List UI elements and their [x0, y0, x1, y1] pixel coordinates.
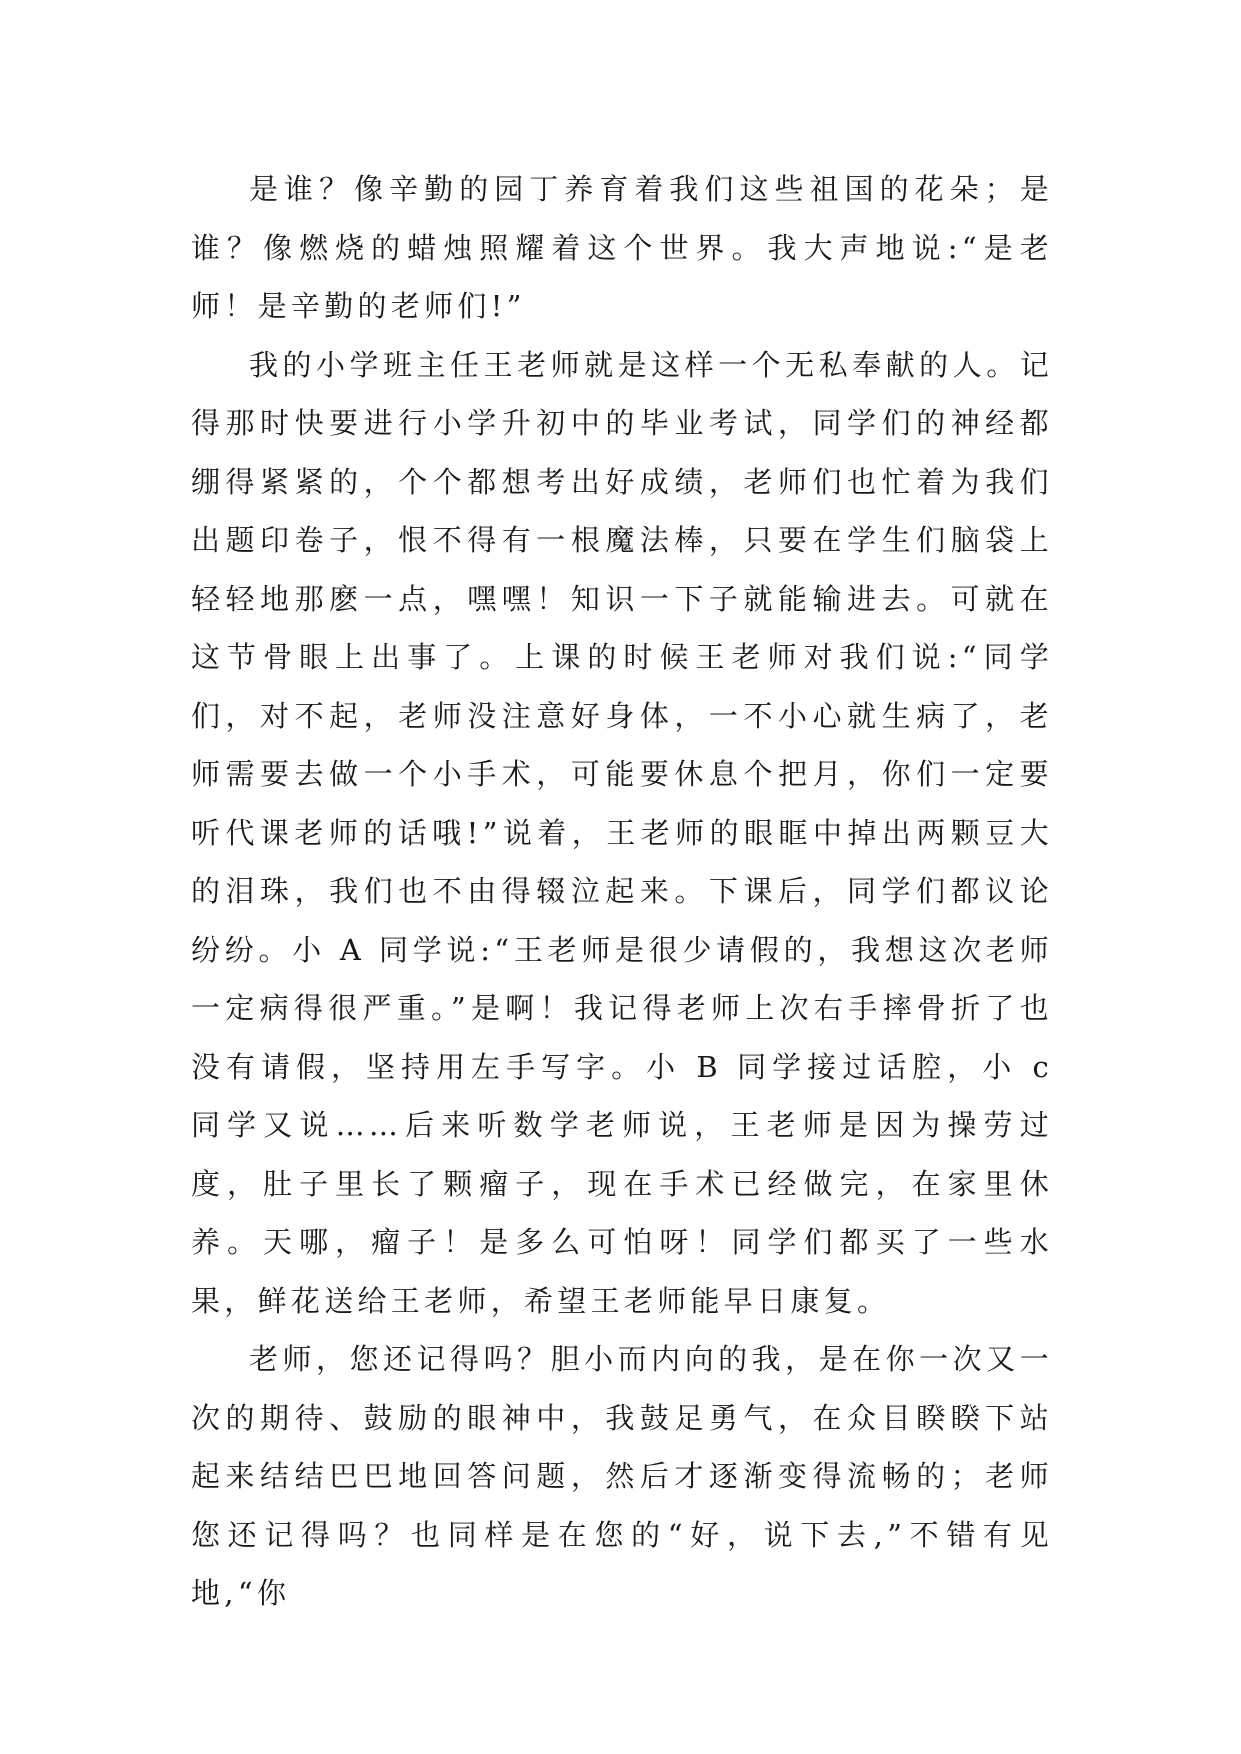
paragraph-1: 是谁？像辛勤的园丁养育着我们这些祖国的花朵；是谁？像燃烧的蜡烛照耀着这个世界。我大声地说:“是老师！是辛勤的老师们!” [191, 172, 1053, 323]
paragraph-3: 老师，您还记得吗？胆小而内向的我，是在你一次又一次的期待、鼓励的眼神中，我鼓足勇气，在众目睽睽下站起来结结巴巴地回答问题，然后才逐渐变得流畅的；老师您还记得吗？也同样是在您的“好，说下去,”不错有见地,“你 [191, 1342, 1053, 1610]
paragraph-2: 我的小学班主任王老师就是这样一个无私奉献的人。记得那时快要进行小学升初中的毕业考试，同学们的神经都绷得紧紧的，个个都想考出好成绩，老师们也忙着为我们出题印卷子，恨不得有一根魔法棒，只要在学生们脑袋上轻轻地那麽一点，嘿嘿！知识一下子就能输进去。可就在这节骨眼上出事了。上课的时候王老师对我们说:“同学们，对不起，老师没注意好身体，一不小心就生病了，老师需要去做一个小手术，可能要休息个把月，你们一定要听代课老师的话哦!”说着，王老师的眼眶中掉出两颗豆大的泪珠，我们也不由得辍泣起来。下课后，同学们都议论纷纷。小 A 同学说:“王老师是很少请假的，我想这次老师一定病得很严重。”是啊！我记得老师上次右手摔骨折了也没有请假，坚持用左手写字。小 B 同学接过话腔，小 c 同学又说……后来听数学老师说，王老师是因为操劳过度，肚子里长了颗瘤子，现在手术已经做完，在家里休养。天哪，瘤子！是多么可怕呀！同学们都买了一些水果，鲜花送给王老师，希望王老师能早日康复。 [191, 347, 1053, 1318]
document-body [191, 160, 1053, 1623]
